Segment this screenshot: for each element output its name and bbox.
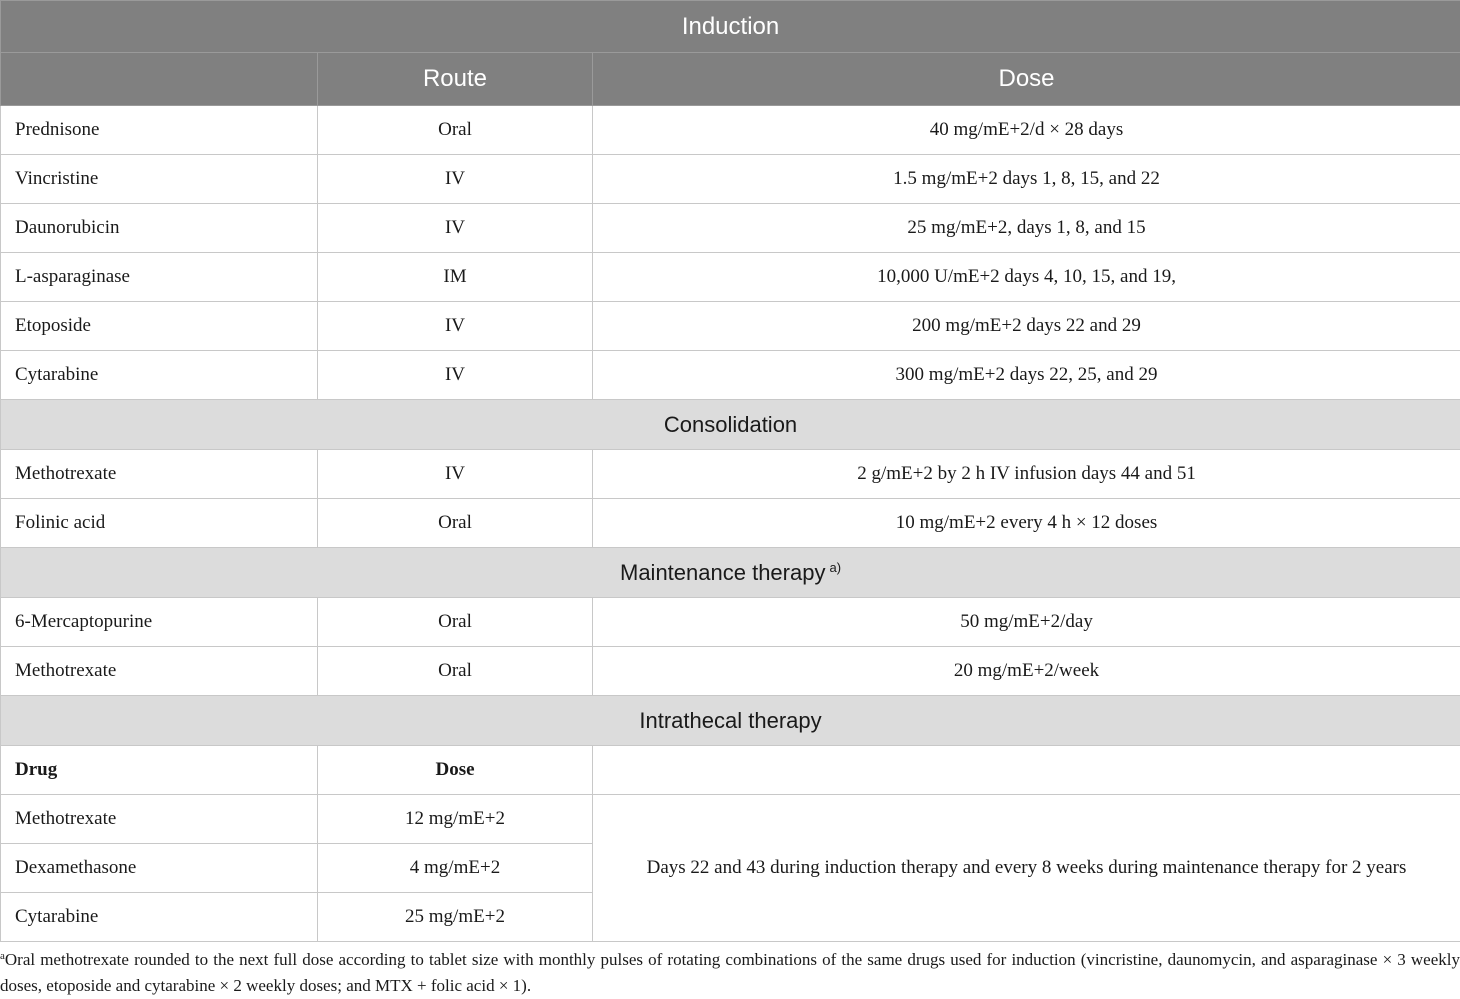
table-row xyxy=(1,598,1460,647)
route-cell: IV xyxy=(318,155,593,204)
route-cell: IV xyxy=(318,204,593,253)
drug-cell: 6-Mercaptopurine xyxy=(1,598,318,647)
dose-cell: 10,000 U/mE+2 days 4, 10, 15, and 19, xyxy=(593,253,1460,302)
route-cell: Oral xyxy=(318,499,593,548)
table-row xyxy=(1,204,1460,253)
footnote-text: Oral methotrexate rounded to the next full dose according to tablet size with monthly pulses of rotating combinations of the same drugs used for induction (vincristine, daunomycin, and asparaginase × 3 weekly doses, etoposide and cytarabine × 2 weekly doses; and MTX + folic acid × 1). xyxy=(0,950,1460,995)
drug-cell: Methotrexate xyxy=(1,795,318,844)
intrathecal-title: Intrathecal therapy xyxy=(1,696,1460,746)
column-header-route: Route xyxy=(318,53,593,106)
column-header-row xyxy=(1,53,1460,106)
route-cell: Oral xyxy=(318,647,593,696)
dose-cell: 1.5 mg/mE+2 days 1, 8, 15, and 22 xyxy=(593,155,1460,204)
subheader-empty xyxy=(593,746,1460,795)
subheader-dose: Dose xyxy=(318,746,593,795)
maintenance-header-cell xyxy=(1,548,1460,598)
table-footnote xyxy=(0,943,1460,999)
subheader-drug: Drug xyxy=(1,746,318,795)
maintenance-header-row xyxy=(1,548,1460,598)
intrathecal-header-row xyxy=(1,696,1460,746)
route-cell: IV xyxy=(318,450,593,499)
drug-cell: Cytarabine xyxy=(1,893,318,942)
dose-cell: 25 mg/mE+2, days 1, 8, and 15 xyxy=(593,204,1460,253)
drug-cell: L-asparaginase xyxy=(1,253,318,302)
dose-cell: 25 mg/mE+2 xyxy=(318,893,593,942)
route-cell: IM xyxy=(318,253,593,302)
induction-header-row xyxy=(1,1,1460,53)
table-row xyxy=(1,450,1460,499)
intrathecal-subheader-row xyxy=(1,746,1460,795)
induction-title: Induction xyxy=(1,1,1460,53)
table-row xyxy=(1,351,1460,400)
table-row xyxy=(1,647,1460,696)
drug-cell: Dexamethasone xyxy=(1,844,318,893)
route-cell: IV xyxy=(318,302,593,351)
table-row xyxy=(1,253,1460,302)
dose-cell: 40 mg/mE+2/d × 28 days xyxy=(593,106,1460,155)
dose-cell: 200 mg/mE+2 days 22 and 29 xyxy=(593,302,1460,351)
table-row xyxy=(1,106,1460,155)
consolidation-title: Consolidation xyxy=(1,400,1460,450)
drug-cell: Folinic acid xyxy=(1,499,318,548)
drug-cell: Prednisone xyxy=(1,106,318,155)
route-cell: IV xyxy=(318,351,593,400)
intrathecal-schedule-cell: Days 22 and 43 during induction therapy and every 8 weeks during maintenance therapy for 2 years xyxy=(593,795,1460,942)
dose-cell: 2 g/mE+2 by 2 h IV infusion days 44 and 51 xyxy=(593,450,1460,499)
footnote-marker: a xyxy=(0,950,5,962)
column-header-drug xyxy=(1,53,318,106)
route-cell: Oral xyxy=(318,106,593,155)
dose-cell: 10 mg/mE+2 every 4 h × 12 doses xyxy=(593,499,1460,548)
table-row xyxy=(1,155,1460,204)
consolidation-header-row xyxy=(1,400,1460,450)
drug-cell: Vincristine xyxy=(1,155,318,204)
drug-cell: Methotrexate xyxy=(1,450,318,499)
drug-cell: Daunorubicin xyxy=(1,204,318,253)
drug-cell: Etoposide xyxy=(1,302,318,351)
drug-cell: Methotrexate xyxy=(1,647,318,696)
dose-cell: 20 mg/mE+2/week xyxy=(593,647,1460,696)
table-row xyxy=(1,795,1460,844)
column-header-dose: Dose xyxy=(593,53,1460,106)
drug-cell: Cytarabine xyxy=(1,351,318,400)
route-cell: Oral xyxy=(318,598,593,647)
footnote-marker: a) xyxy=(829,560,841,575)
dose-cell: 50 mg/mE+2/day xyxy=(593,598,1460,647)
dose-cell: 4 mg/mE+2 xyxy=(318,844,593,893)
dose-cell: 12 mg/mE+2 xyxy=(318,795,593,844)
table-row xyxy=(1,499,1460,548)
maintenance-title: Maintenance therapy xyxy=(620,560,825,585)
dose-cell: 300 mg/mE+2 days 22, 25, and 29 xyxy=(593,351,1460,400)
table-row xyxy=(1,302,1460,351)
